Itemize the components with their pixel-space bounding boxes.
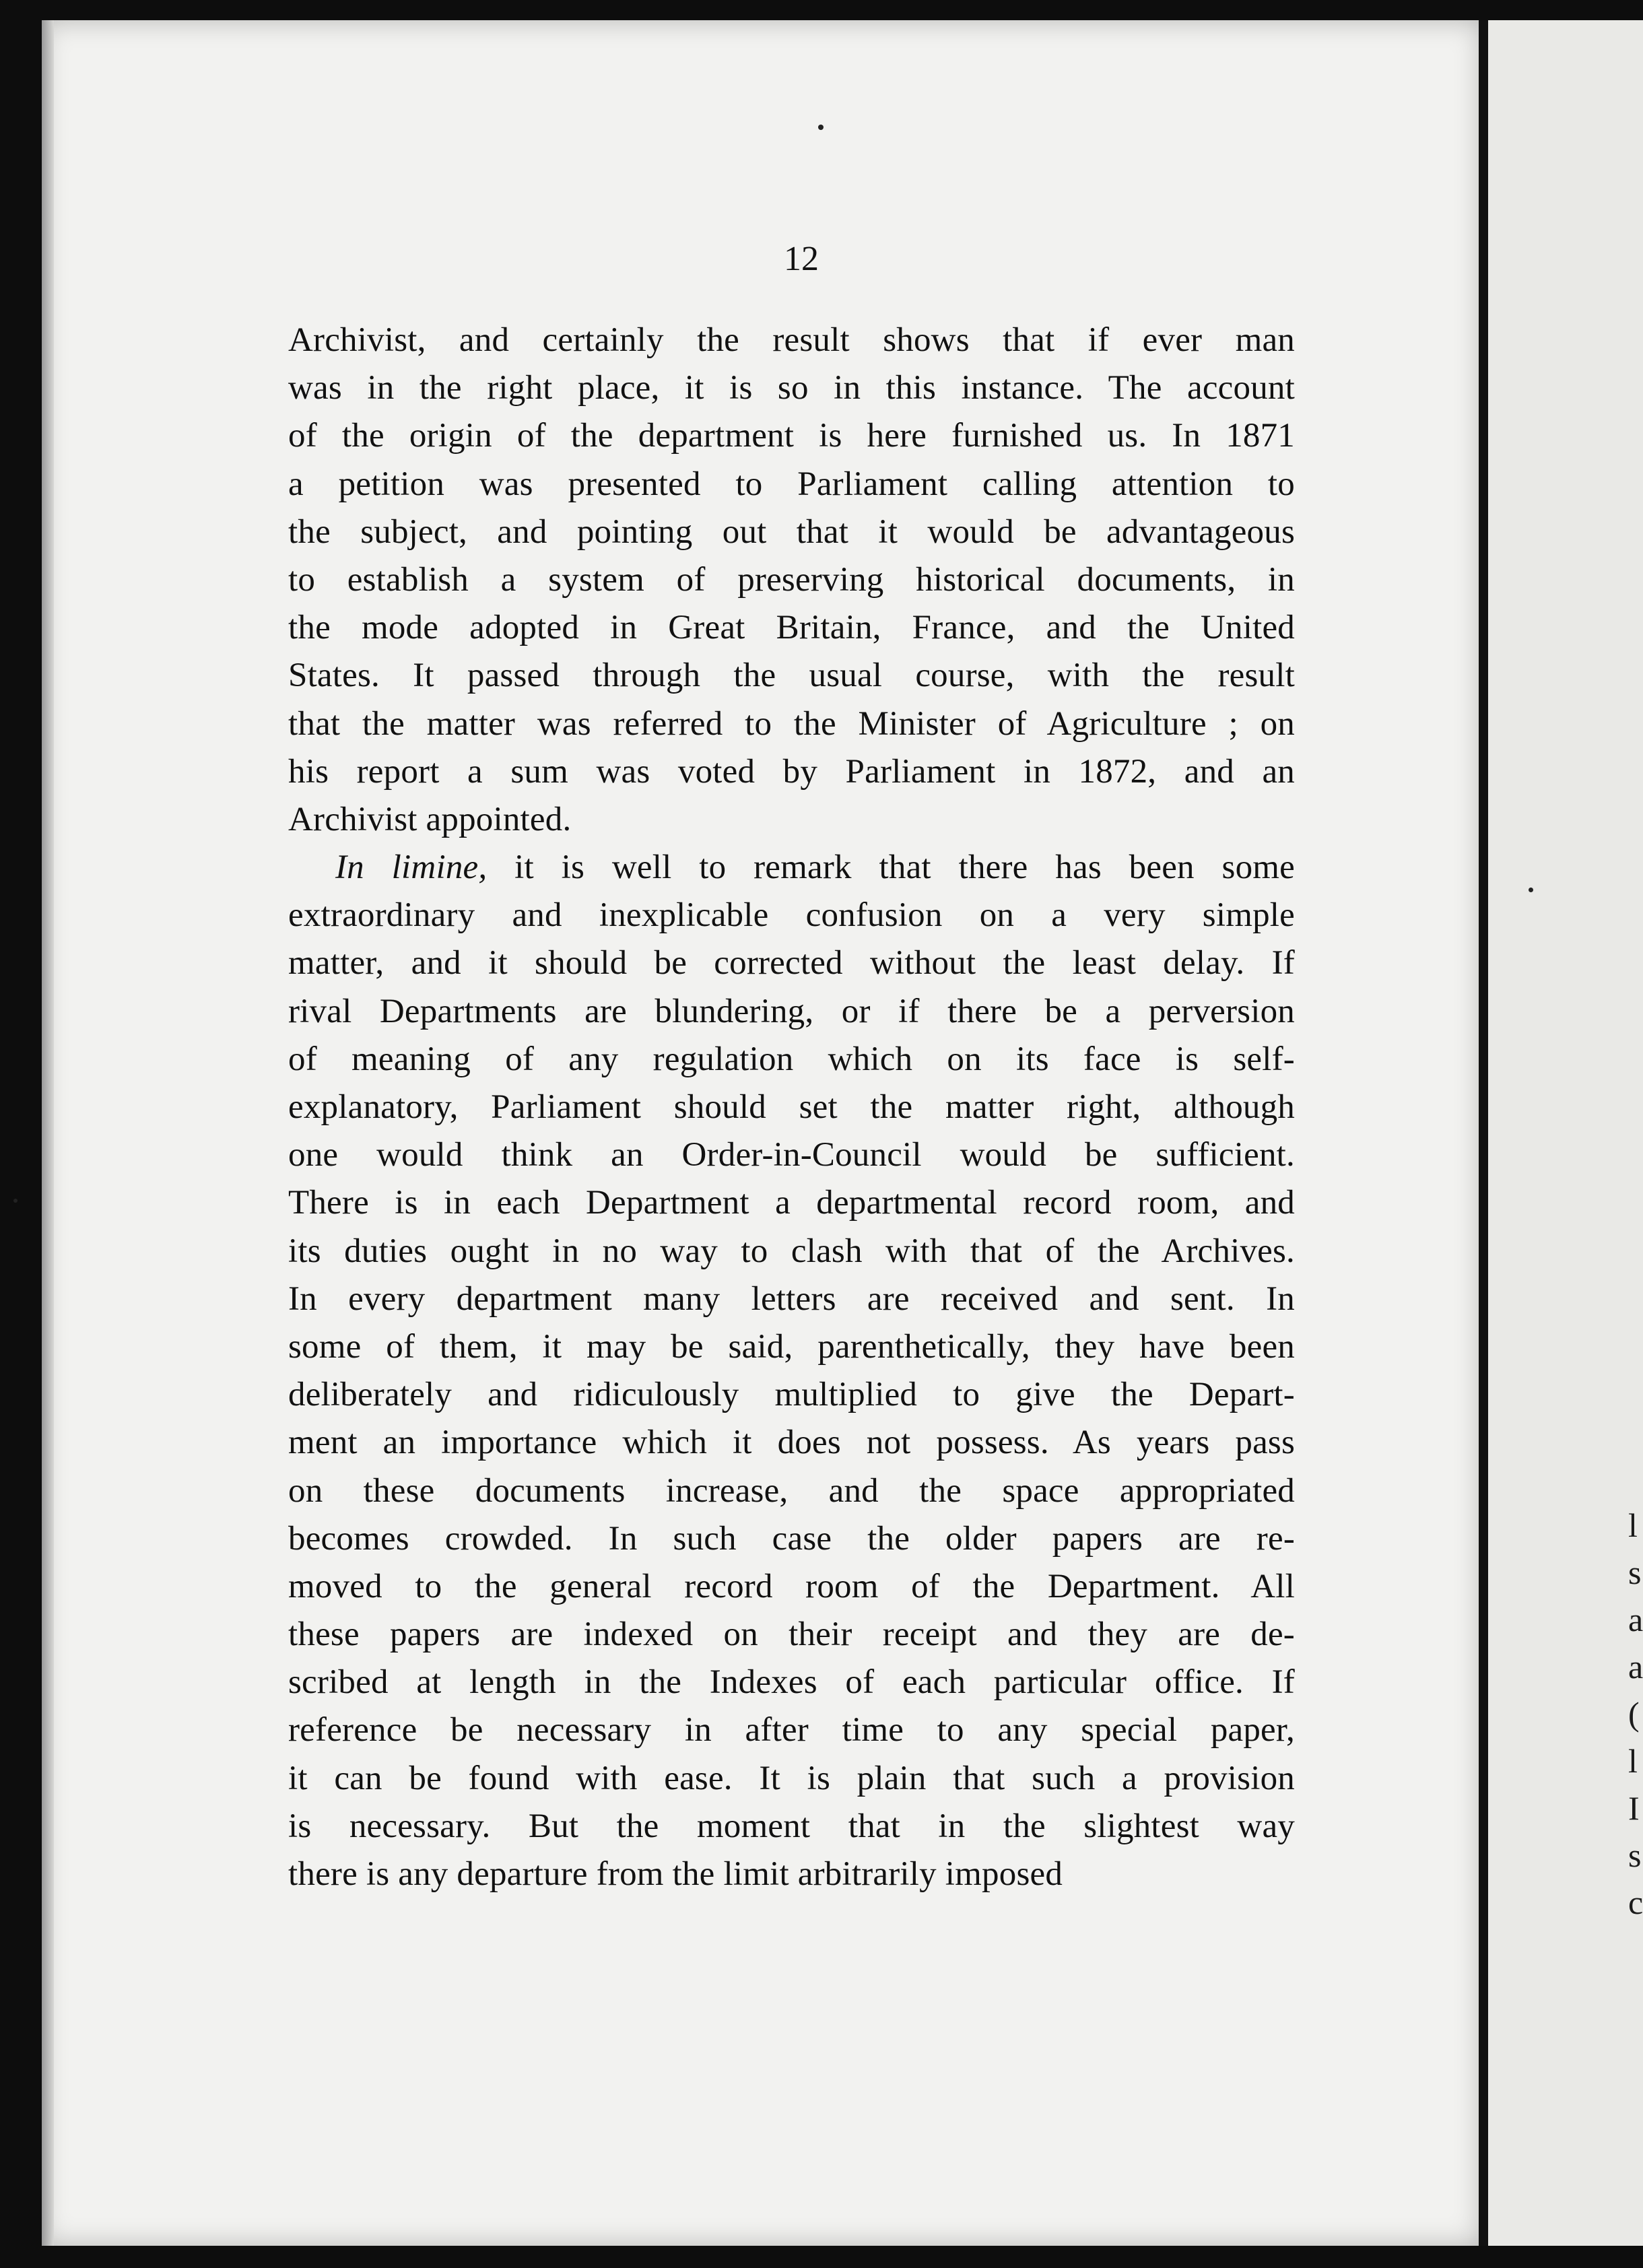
- text-line: of meaning of any regulation which on its face is self-: [288, 1040, 1295, 1078]
- text-line: rival Departments are blundering, or if there be a perversion: [288, 992, 1295, 1030]
- facing-page-glyph: I: [1628, 1789, 1640, 1827]
- text-line: There is in each Department a departmental record room, and: [288, 1184, 1295, 1222]
- text-line: matter, and it should be corrected without the least delay. If: [288, 944, 1295, 982]
- text-line: there is any departure from the limit arbitrarily imposed: [288, 1855, 1063, 1893]
- text-line: States. It passed through the usual course, with the result: [288, 657, 1295, 695]
- text-line: these papers are indexed on their receipt and they are de-: [288, 1615, 1295, 1654]
- page-number: 12: [784, 240, 819, 278]
- text-line: of the origin of the department is here furnished us. In 1871: [288, 417, 1295, 455]
- text-line: deliberately and ridiculously multiplied to give the Depart-: [288, 1376, 1295, 1414]
- scan-speck: [1529, 888, 1533, 892]
- text-line: its duties ought in no way to clash with that of the Archives.: [288, 1232, 1295, 1270]
- gutter-shadow: [1479, 20, 1488, 2246]
- text-line: reference be necessary in after time to any special paper,: [288, 1711, 1295, 1749]
- facing-page: [1488, 20, 1643, 2246]
- facing-page-glyph: (: [1628, 1695, 1640, 1733]
- text-line: that the matter was referred to the Minister of Agriculture ; on: [288, 704, 1295, 743]
- facing-page-glyph: c: [1628, 1883, 1643, 1921]
- text-line: was in the right place, it is so in this instance. The account: [288, 369, 1295, 407]
- facing-page-text: [1628, 1502, 1643, 1926]
- text-line: it can be found with ease. It is plain that such a provision: [288, 1759, 1295, 1797]
- text-line: a petition was presented to Parliament calling attention to: [288, 465, 1295, 503]
- text-line: In every department many letters are received and sent. In: [288, 1279, 1295, 1318]
- paragraph-2: [288, 844, 1295, 1898]
- scan-speck: [13, 1199, 18, 1203]
- text-line: his report a sum was voted by Parliament in 1872, and an: [288, 752, 1295, 791]
- text-line: Archivist appointed.: [288, 800, 572, 838]
- text-line: to establish a system of preserving historical documents, in: [288, 560, 1295, 599]
- scan-speck: [818, 125, 824, 130]
- page-edge: [42, 20, 54, 2246]
- latin-phrase: In limine,: [335, 848, 488, 887]
- paragraph-1: [288, 316, 1295, 844]
- facing-page-glyph: a: [1628, 1648, 1643, 1686]
- text-line: some of them, it may be said, parenthetically, they have been: [288, 1327, 1295, 1366]
- facing-page-glyph: l: [1628, 1742, 1638, 1780]
- paragraph-2-first-line: [288, 844, 1295, 892]
- text-line: scribed at length in the Indexes of each particular office. If: [288, 1663, 1295, 1702]
- text-line: moved to the general record room of the Department. All: [288, 1567, 1295, 1605]
- body-text: [288, 316, 1295, 1898]
- text-line: ment an importance which it does not possess. As years pass: [288, 1424, 1295, 1462]
- text-line: the mode adopted in Great Britain, France, and the United: [288, 609, 1295, 647]
- text-line: Archivist, and certainly the result shows that if ever man: [288, 321, 1295, 359]
- facing-page-glyph: l: [1628, 1506, 1638, 1544]
- text-line: the subject, and pointing out that it would be advantageous: [288, 512, 1295, 551]
- text-line: on these documents increase, and the space appropriated: [288, 1471, 1295, 1510]
- text-line: explanatory, Parliament should set the matter right, although: [288, 1088, 1295, 1126]
- text-line: becomes crowded. In such case the older papers are re-: [288, 1519, 1295, 1558]
- facing-page-glyph: s: [1628, 1554, 1642, 1591]
- first-line-rest: it is well to remark that there has been some: [487, 848, 1295, 887]
- text-line: is necessary. But the moment that in the slightest way: [288, 1807, 1295, 1845]
- text-line: one would think an Order-in-Council would be sufficient.: [288, 1136, 1295, 1174]
- text-line: extraordinary and inexplicable confusion on a very simple: [288, 896, 1295, 935]
- facing-page-glyph: a: [1628, 1601, 1643, 1638]
- facing-page-glyph: s: [1628, 1836, 1642, 1874]
